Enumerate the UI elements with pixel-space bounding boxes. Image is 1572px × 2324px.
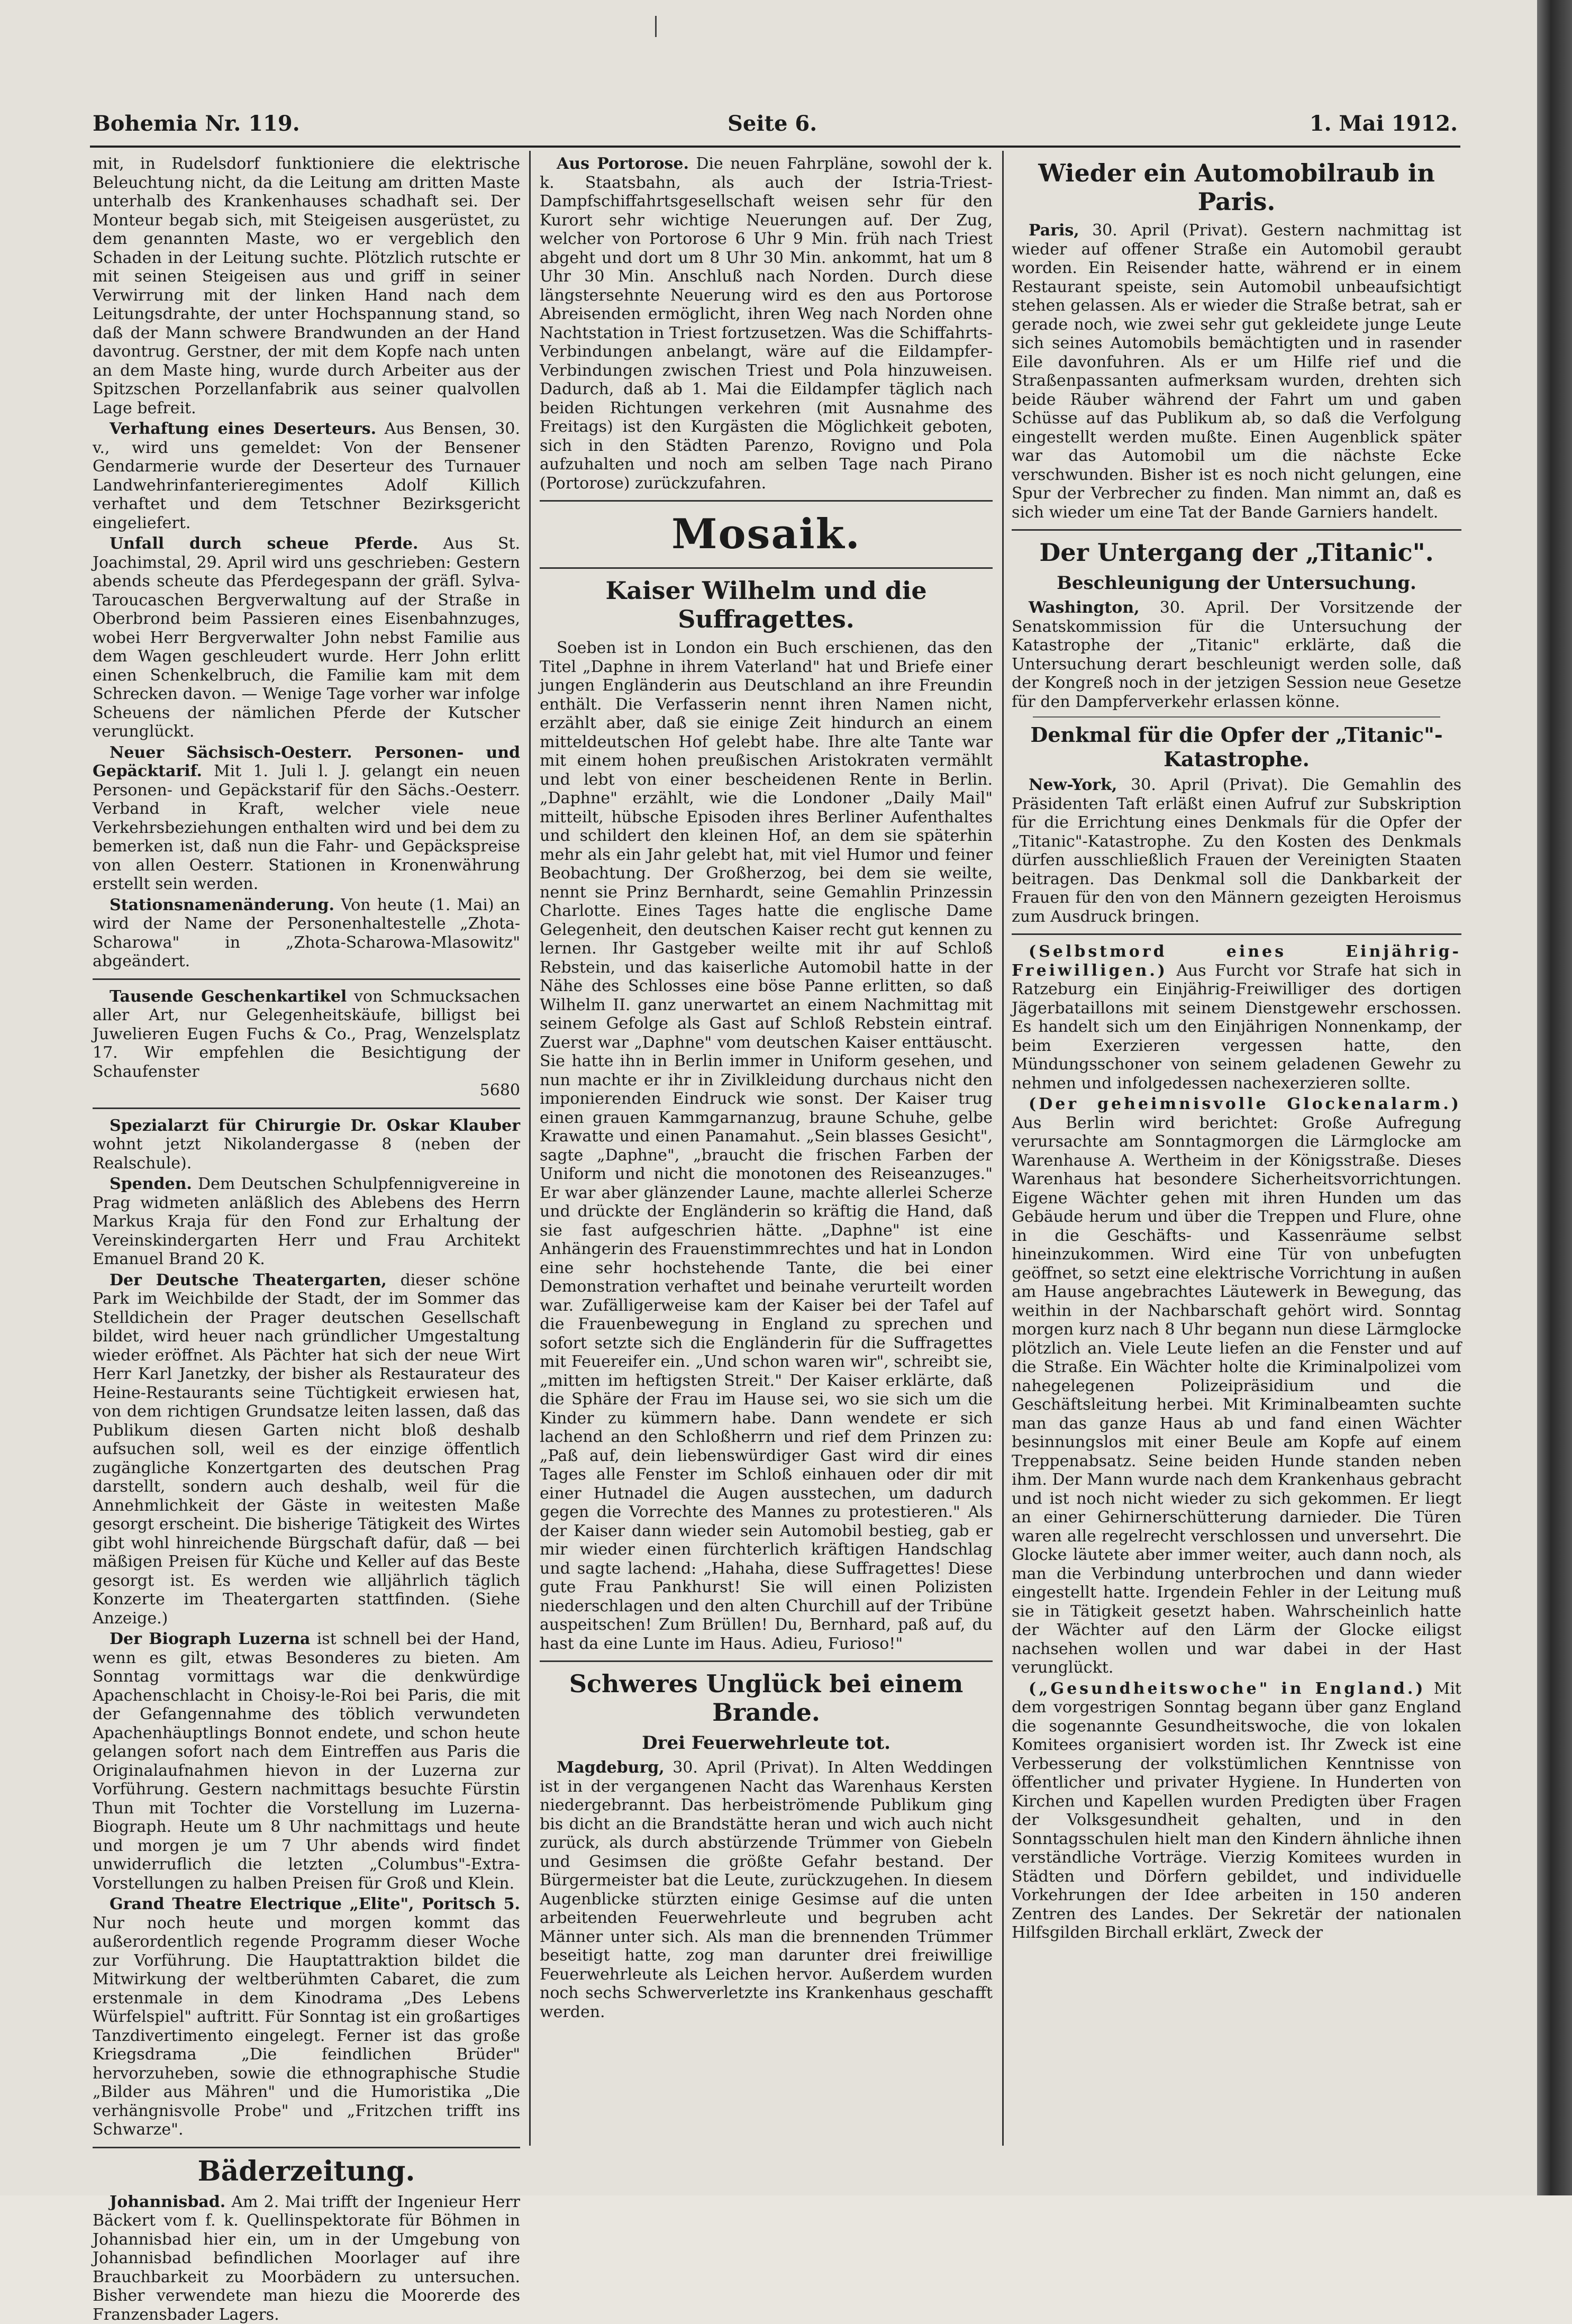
masthead	[93, 111, 1458, 143]
article-text: von Schmucksachen aller Art, nur Gelegenheitskäufe, billigst bei Juwelieren Eugen Fuchs & Co., Prag, Wenzelsplatz 17. Wir empfehlen die Besichtigung der Schaufenster	[93, 987, 520, 1081]
column-3	[1012, 155, 1461, 2171]
article-glockenalarm	[1012, 1095, 1461, 1677]
notice-surgeon	[93, 1116, 520, 1173]
masthead-rule	[90, 146, 1460, 148]
section-rule	[93, 1107, 520, 1109]
heading-mosaik: Mosaik.	[540, 509, 993, 560]
article-text: 30. April (Privat). Gestern nachmittag ist wieder auf offener Straße ein Automobil geraubt worden. Ein Reisender hatte, während er in einem Restaurant speiste, sein Automobil unbeaufsichtigt stehen gelassen. Als er wieder die Straße betrat, sah er gerade noch, wie zwei sehr gut gekleidete junge Leute sich seines Automobils bemächtigten und in rasender Eile davonfuhren. Als er um Hilfe rief und die Straßenpassanten aufmerksam wurden, drehten sich beide Räuber während der Fahrt um und gaben Schüsse auf das Publikum ab, so daß die Verfolgung eingestellt werden mußte. Einen Augenblick später war das Automobil um die nächste Ecke verschwunden. Bisher ist es noch nicht gelungen, eine Spur der Verbrecher zu finden. Man nimmt an, daß es sich wieder um eine Tat der Bande Garniers handelt.	[1012, 221, 1461, 522]
article-lead: Washington,	[1029, 598, 1140, 617]
article-johannisbad	[93, 2193, 520, 2324]
article-text: Dem Deutschen Schulpfennigvereine in Prag widmeten anläßlich des Ablebens des Herrn Markus Kraja für den Fond zur Erhaltung der Vereinskindergarten Herr und Frau Architekt Emanuel Brand 20 K.	[93, 1175, 520, 1268]
masthead-page-number: Seite 6.	[728, 111, 817, 136]
section-rule	[540, 500, 993, 502]
article-lead: Neuer Sächsisch-Oesterr. Personen- und Gepäcktarif.	[93, 743, 520, 781]
article-text: Mit 1. Juli l. J. gelangt ein neuen Personen- und Gepäckstarif für den Sächs.-Oesterr. Verband in Kraft, welcher viele neue Verkehrsbeziehungen enthalten wird und bei dem zu bemerken ist, daß nun die Fahr- und Gepäckspreise von allen Oesterr. Stationen in Kronenwährung erstellt sein werden.	[93, 762, 520, 893]
article-lead: Tausende Geschenkartikel	[110, 987, 347, 1006]
article-lead: (Der geheimnisvolle Glockenalarm.)	[1029, 1095, 1461, 1113]
subheading-fire-disaster: Drei Feuerwehrleute tot.	[540, 1732, 993, 1754]
article-text: ist schnell bei der Hand, wenn es gilt, etwas Besonderes zu bieten. Am Sonntag vormittags war die denkwürdige Apachenschlacht in Choisy-le-Roi bei Paris, die mit der Gefangennahme des töblich verwundeten Apachenhäuptlings Bonnot endete, und schon heute gelangen sofort nach dem Eintreffen aus Paris die Originalaufnahmen hievon in der Luzerna zur Vorführung. Gestern nachmittags besuchte Fürstin Thun mit Tochter die Vorstellung im Luzerna-Biograph. Heute um 8 Uhr nachmittags und heute und morgen je um 7 Uhr abends wird findet unwiderruflich die letzten „Columbus"-Extra-Vorstellungen zu halben Preisen für Groß und Klein.	[93, 1630, 520, 1893]
article-station-rename	[93, 896, 520, 971]
article-text: Nur noch heute und morgen kommt das außerordentlich regende Programm dieser Woche zur Vorführung. Die Hauptattraktion bildet die Mitwirkung der weltberühmten Cabaret, die zum erstenmale in dem Kinodrama „Des Lebens Würfelspiel" auftritt. Für Sonntag ist ein großartiges Tanzdivertimento eingelegt. Ferner ist das große Kriegsdrama „Die feindlichen Brüder" hervorzuheben, sowie die ethnographische Studie „Bilder aus Mähren" und die Humoristika „Die verhängnisvolle Probe" und „Fritzchen trifft ins Schwarze".	[93, 1914, 520, 2139]
article-theatergarten	[93, 1271, 520, 1628]
article-fire-disaster	[540, 1758, 993, 2021]
article-lead: Aus Portorose.	[557, 155, 689, 173]
article-text: Mit dem vorgestrigen Sonntag begann über ganz England die sogenannte Gesundheitswoche, die von lokalen Komitees organisiert worden ist. Ihr Zweck ist eine Verbesserung der volkstümlichen Kenntnisse von öffentlicher und privater Hygiene. In Hunderten von Kirchen und Kapellen wurden Predigten über Fragen der Volksgesundheit gehalten, und in den Sonntagsschulen hielt man den Kindern ähnliche ihnen verständliche Vorträge. Vierzig Komitees wurden in Städten und Dörfern gebildet, und individuelle Vorkehrungen der Idee arbeiten in 150 anderen Zentren des Landes. Der Sekretär der nationalen Hilfsgilden Birchall erklärt, Zweck der	[1012, 1680, 1461, 1942]
article-lead: Johannisbad.	[110, 2193, 225, 2211]
article-donations	[93, 1175, 520, 1269]
article-automobile-robbery	[1012, 221, 1461, 522]
masthead-date: 1. Mai 1912.	[1310, 111, 1458, 136]
article-lead: („Gesundheitswoche" in England.)	[1029, 1680, 1426, 1698]
article-lead: (Selbstmord eines Einjährig-Freiwilligen.)	[1012, 942, 1461, 980]
heading-fire-disaster: Schweres Unglück bei einem Brande.	[540, 1669, 993, 1727]
section-rule	[1012, 933, 1461, 935]
heading-titanic-memorial: Denkmal für die Opfer der „Titanic"-Katastrophe.	[1012, 723, 1461, 771]
article-text: Aus Furcht vor Strafe hat sich in Ratzeburg ein Einjährig-Freiwilliger des dortigen Jägerbataillons mit seinem Dienstgewehr erschossen. Es handelt sich um den Einjährigen Nonnenkamp, der beim Exerzieren vergessen hatte, den Mündungsschoner von seinem geladenen Gewehr zu nehmen und infolgedessen nachexerzieren sollte.	[1012, 961, 1461, 1093]
article-titanic-memorial	[1012, 776, 1461, 926]
article-lead: Unfall durch scheue Pferde.	[110, 534, 418, 553]
subheading-titanic: Beschleunigung der Untersuchung.	[1012, 572, 1461, 594]
article-text: wohnt jetzt Nikolandergasse 8 (neben der Realschule).	[93, 1135, 520, 1173]
article-lead: Paris,	[1029, 221, 1079, 240]
advert-gifts	[93, 987, 520, 1100]
masthead-paper-name: Bohemia Nr. 119.	[93, 111, 300, 136]
article-text: Am 2. Mai trifft der Ingenieur Herr Bäckert vom f. k. Quellinspektorate für Böhmen in Johannisbad hier ein, um in der Umgebung von Johannisbad befindlichen Moorlager auf ihre Brauchbarkeit zu Moorbädern zu untersuchen. Bisher verwendete man hiezu die Moorerde des Franzensbader Lagers.	[93, 2193, 520, 2324]
section-rule	[93, 2147, 520, 2148]
article-kaiser-suffragettes: Soeben ist in London ein Buch erschienen, das den Titel „Daphne in ihrem Vaterland" hat und Briefe einer jungen Engländerin aus Deutschland an ihre Freundin enthält. Die Verfasserin nennt ihren Namen nicht, erzählt aber, daß sie einige Zeit hindurch an einem mitteldeutschen Hof gelebt habe. Ihre alte Tante war mit einem hohen preußischen Aristokraten vermählt und lebt von einer bescheidenen Rente in Berlin. „Daphne" erzählt, wie die Londoner „Daily Mail" mitteilt, hübsche Episoden ihres Berliner Aufenthaltes und schildert den kleinen Hof, an dem sie späterhin mehr als ein Jahr gelebt hat, mit viel Humor und feiner Beobachtung. Der Großherzog, bei dem sie weilte, nennt sie Prinz Bernhardt, seine Gemahlin Prinzessin Charlotte. Eines Tages hatte die englische Dame Gelegenheit, den deutschen Kaiser recht gut kennen zu lernen. Ihr Gastgeber weilte mit ihr auf Schloß Rebstein, und das kaiserliche Automobil hatte in der Nähe des Schlosses eine böse Panne erlitten, so daß Wilhelm II. ganz unerwartet an einem Nachmittag mit seinem Gefolge als Gast auf Schloß Rebstein eintraf. Zuerst war „Daphne" vom deutschen Kaiser enttäuscht. Sie hatte ihn in Berlin immer in Uniform gesehen, und nun machte er ihr in Zivilkleidung durchaus nicht den imponierenden Eindruck wie sonst. Der Kaiser trug einen grauen Kammgarnanzug, braune Schuhe, gelbe Krawatte und einen Panamahut. „Sein blasses Gesicht", sagte „Daphne", „braucht die frischen Farben der Uniform und nicht die monotonen des Reiseanzuges." Er war aber glänzender Laune, machte allerlei Scherze und drückte der Engländerin so kräftig die Hand, daß sie fast aufgeschrien hätte. „Daphne" ist eine Anhängerin des Frauenstimmrechtes und hat in London eine sehr hochstehende Tante, die bei einer Demonstration verhaftet und beinahe verurteilt worden war. Zufälligerweise kam der Kaiser bei der Tafel auf die Frauenbewegung in England zu sprechen und sofort setzte sich die Engländerin für die Suffragettes mit Feuereifer ein. „Und schon waren wir", schreibt sie, „mitten im heftigsten Streit." Der Kaiser erklärte, daß die Sphäre der Frau im Hause sei, wo sie sich um die Kinder zu kümmern habe. Dann wendete er sich lachend an den Schloßherrn und rief dem Prinzen zu: „Paß auf, dein liebenswürdiger Gast wird dir eines Tages alle Fenster im Schloß einhauen oder dir mit einer Hutnadel die Augen ausstechen, um dadurch gegen die Vorrechte des Mannes zu protestieren." Als der Kaiser dann wieder sein Automobil bestieg, gab er mir wieder einen fürchterlich kräftigen Handschlag und sagte lachend: „Hahaha, diese Suffragettes! Diese gute Frau Pankhurst! Sie will einen Polizisten niederschlagen und den alten Churchill auf der Tribüne auspeitschen! Zum Brüllen! Du, Bernhard, paß auf, du hast da eine Lunte im Haus. Adieu, Furioso!"	[540, 639, 993, 1653]
article-health-week	[1012, 1680, 1461, 1942]
article-desertion	[93, 420, 520, 532]
article-lead: Stationsnamenänderung.	[110, 896, 334, 914]
section-rule	[1012, 529, 1461, 531]
article-tariff	[93, 743, 520, 894]
column-divider-2	[1002, 151, 1004, 2146]
article-lead: Spezialarzt für Chirurgie Dr. Oskar Klauber	[110, 1116, 520, 1135]
advert-number: 5680	[93, 1081, 520, 1100]
article-text: mit, in Rudelsdorf funktioniere die elektrische Beleuchtung nicht, da die Leitung am dritten Maste unterhalb des Krankenhauses schadhaft sei. Der Monteur begab sich, mit Steigeisen ausgerüstet, zu dem genannten Maste, wo er vergeblich den Schaden in der Leitung suchte. Plötzlich rutschte er mit seinen Steigeisen aus und griff in seiner Verwirrung mit der linken Hand nach dem Leitungsdrahte, der unter Hochspannung stand, so daß der Mann schwere Brandwunden an der Hand davontrug. Gerstner, der mit dem Kopfe nach unten an dem Maste hing, wurde durch Arbeiter aus der Spitzschen Porzellanfabrik aus seiner qualvollen Lage befreit.	[93, 155, 520, 417]
heading-kaiser-suffragettes: Kaiser Wilhelm und die Suffragettes.	[540, 576, 993, 633]
article-text: Aus St. Joachimstal, 29. April wird uns geschrieben: Gestern abends scheute das Pferdegespann der gräfl. Sylva-Taroucaschen Bergverwaltung auf der Straße in Oberbrond beim Passieren eines Eisenbahnzuges, wobei Herr Bergverwalter John nebst Familie aus dem Wagen geschleudert wurde. Herr John erlitt einen Schenkelbruch, die Familie kam mit dem Schrecken davon. — Wenige Tage vorher war infolge Scheuens der nämlichen Pferde der Kutscher verunglückt.	[93, 534, 520, 741]
article-suicide	[1012, 942, 1461, 1093]
article-text: 30. April. Der Vorsitzende der Senatskommission für die Untersuchung der Katastrophe der „Titanic" erklärte, daß die Untersuchung derart beschleunigt werden solle, daß der Kongreß noch in der jetzigen Session neue Gesetze für den Dampferverkehr erlassen könne.	[1012, 598, 1461, 711]
article-text: Aus Berlin wird berichtet: Große Aufregung verursachte am Sonntagmorgen die Lärmglocke am Warenhause A. Wertheim in der Königsstraße. Dieses Warenhaus hat besondere Sicherheitsvorrichtungen. Eigene Wächter gehen mit ihren Hunden um das Gebäude herum und über die Treppen und Flure, ohne in die Geschäfts- und Kassenräume selbst hineinzukommen. Wird eine Tür von unbefugten geöffnet, so setzt eine elektrische Vorrichtung in außen am Hause angebrachtes Läutewerk in Bewegung, das weithin in der Nachbarschaft gehört wird. Sonntag morgen kurz nach 8 Uhr begann nun diese Lärmglocke plötzlich an. Viele Leute liefen an die Fenster und auf die Straße. Ein Wächter holte die Kriminalpolizei vom nahegelegenen Polizeipräsidium und die Geschäftsleitung herbei. Mit Kriminalbeamten suchte man das ganze Haus ab und fand einen Wächter besinnungslos mit einer Beule am Kopfe auf einem Treppenabsatz. Seine beiden Hunde standen neben ihm. Der Mann wurde nach dem Krankenhaus gebracht und ist noch nicht wieder zu sich gekommen. Er liegt an einer Gehirnerschütterung darnieder. Die Türen waren alle regelrecht verschlossen und unversehrt. Die Glocke läutete aber immer weiter, auch dann noch, als man die Verbindung unterbrochen und dann wieder eingestellt hatte. Irgendein Fehler in der Leitung muß sie in Tätigkeit gesetzt haben. Wahrscheinlich hatte der Wächter auf den Lärm der Glocke eiligst nachsehen wollen und war dabei in der Hast verunglückt.	[1012, 1114, 1461, 1677]
heading-baederzeitung: Bäderzeitung.	[93, 2156, 520, 2187]
column-1	[93, 155, 520, 2171]
section-rule	[1033, 716, 1440, 718]
section-rule	[540, 567, 993, 569]
column-divider-1	[529, 151, 531, 2146]
heading-titanic: Der Untergang der „Titanic".	[1012, 538, 1461, 567]
article-text: Von heute (1. Mai) an wird der Name der Personenhaltestelle „Zhota-Scharowa" in „Zhota-Scharowa-Mlasowitz" abgeändert.	[93, 896, 520, 971]
fold-mark	[655, 16, 657, 37]
article-text: Die neuen Fahrpläne, sowohl der k. k. Staatsbahn, als auch der Istria-Triest-Dampfschiffahrtsgesellschaft weisen sehr für den Kurort sehr wichtige Neuerungen auf. Der Zug, welcher von Portorose 6 Uhr 9 Min. früh nach Triest abgeht und dort um 8 Uhr 30 Min. ankommt, hat um 8 Uhr 30 Min. Anschluß nach Norden. Durch diese längstersehnte Neuerung wird es den aus Portorose Abreisenden ermöglicht, ihren Weg nach Norden ohne Nachtstation in Triest fortzusetzen. Was die Schiffahrts-Verbindungen anbelangt, wäre auf die Eildampfer-Verbindungen zwischen Triest und Pola hinzuweisen. Dadurch, daß ab 1. Mai die Eildampfer täglich nach beiden Richtungen verkehren (mit Ausnahme des Freitags) ist den Kurgästen die Möglichkeit geboten, sich in den Städten Parenzo, Rovigno und Pola aufzuhalten und noch am selben Tage nach Pirano (Portorose) zurückzufahren.	[540, 155, 993, 493]
article-lead: Grand Theatre Electrique „Elite", Poritsch 5.	[110, 1895, 520, 1913]
article-text: Aus Bensen, 30. v., wird uns gemeldet: Von der Bensener Gendarmerie wurde der Deserteur des Turnauer Landwehrinfanterieregimentes Adolf Killich verhaftet und dem Tetschner Bezirksgericht eingeliefert.	[93, 420, 520, 532]
article-portorose	[540, 155, 993, 493]
article-titanic-inquiry	[1012, 598, 1461, 711]
section-rule	[540, 1660, 993, 1662]
article-lead: New-York,	[1029, 776, 1117, 794]
article-lead: Der Deutsche Theatergarten,	[110, 1271, 387, 1290]
article-lead: Magdeburg,	[557, 1758, 665, 1777]
page-edge-shadow	[1537, 0, 1572, 2195]
article-text: 30. April (Privat). In Alten Weddingen ist in der vergangenen Nacht das Warenhaus Kersten niedergebrannt. Das herbeiströmende Publikum ging bis dicht an die Brandstätte heran und wich auch nicht zurück, als durch abstürzende Trümmer von Giebeln und Gesimsen die größte Gefahr bestand. Der Bürgermeister bat die Leute, zurückzugehen. In diesem Augenblicke stürzten einige Gesimse auf die unten arbeitenden Feuerwehrleute und begruben acht Männer unter sich. Als man die brennenden Trümmer beseitigt hatte, zog man darunter drei freiwillige Feuerwehrleute als Leichen hervor. Außerdem wurden noch sechs Schwerverletzte ins Krankenhaus geschafft werden.	[540, 1758, 993, 2021]
article-lead: Verhaftung eines Deserteurs.	[110, 420, 376, 438]
article-horses	[93, 534, 520, 741]
article-biograph	[93, 1630, 520, 1893]
column-2	[540, 155, 993, 2171]
section-rule	[93, 978, 520, 980]
article-text: 30. April (Privat). Die Gemahlin des Präsidenten Taft erläßt einen Aufruf zur Subskription für die Errichtung eines Denkmals für die Opfer der „Titanic"-Katastrophe. Zu den Kosten des Denkmals dürfen ausschließlich Frauen der Vereinigten Staaten beitragen. Das Denkmal soll die Dankbarkeit der Frauen für den von den Männern gezeigten Heroismus zum Ausdruck bringen.	[1012, 776, 1461, 926]
article-lead: Spenden.	[110, 1175, 192, 1193]
article-text: dieser schöne Park im Weichbilde der Stadt, der im Sommer das Stelldichein der Prager deutschen Gesellschaft bildet, wird heuer nach gründlicher Umgestaltung wieder eröffnet. Als Pächter hat sich der neue Wirt Herr Karl Janetzky, der bisher als Restaurateur des Heine-Restaurants seine Tüchtigkeit erwiesen hat, von dem richtigen Grundsatze leiten lassen, daß das Publikum diesen Garten nicht bloß deshalb aufsuchen soll, weil es der einzige öffentlich zugängliche Konzertgarten des deutschen Prag darstellt, sondern auch deshalb, weil für die Annehmlichkeit der Gäste in weitesten Maße gesorgt erscheint. Die bisherige Tätigkeit des Wirtes gibt wohl hinreichende Bürgschaft dafür, daß — bei mäßigen Preisen für Küche und Keller auf das Beste gesorgt ist. Es werden wie alljährlich täglich Konzerte im Theatergarten stattfinden. (Siehe Anzeige.)	[93, 1271, 520, 1628]
heading-automobile-robbery: Wieder ein Automobilraub in Paris.	[1012, 159, 1461, 216]
article-elite-theatre	[93, 1895, 520, 2139]
article-lead: Der Biograph Luzerna	[110, 1630, 310, 1648]
